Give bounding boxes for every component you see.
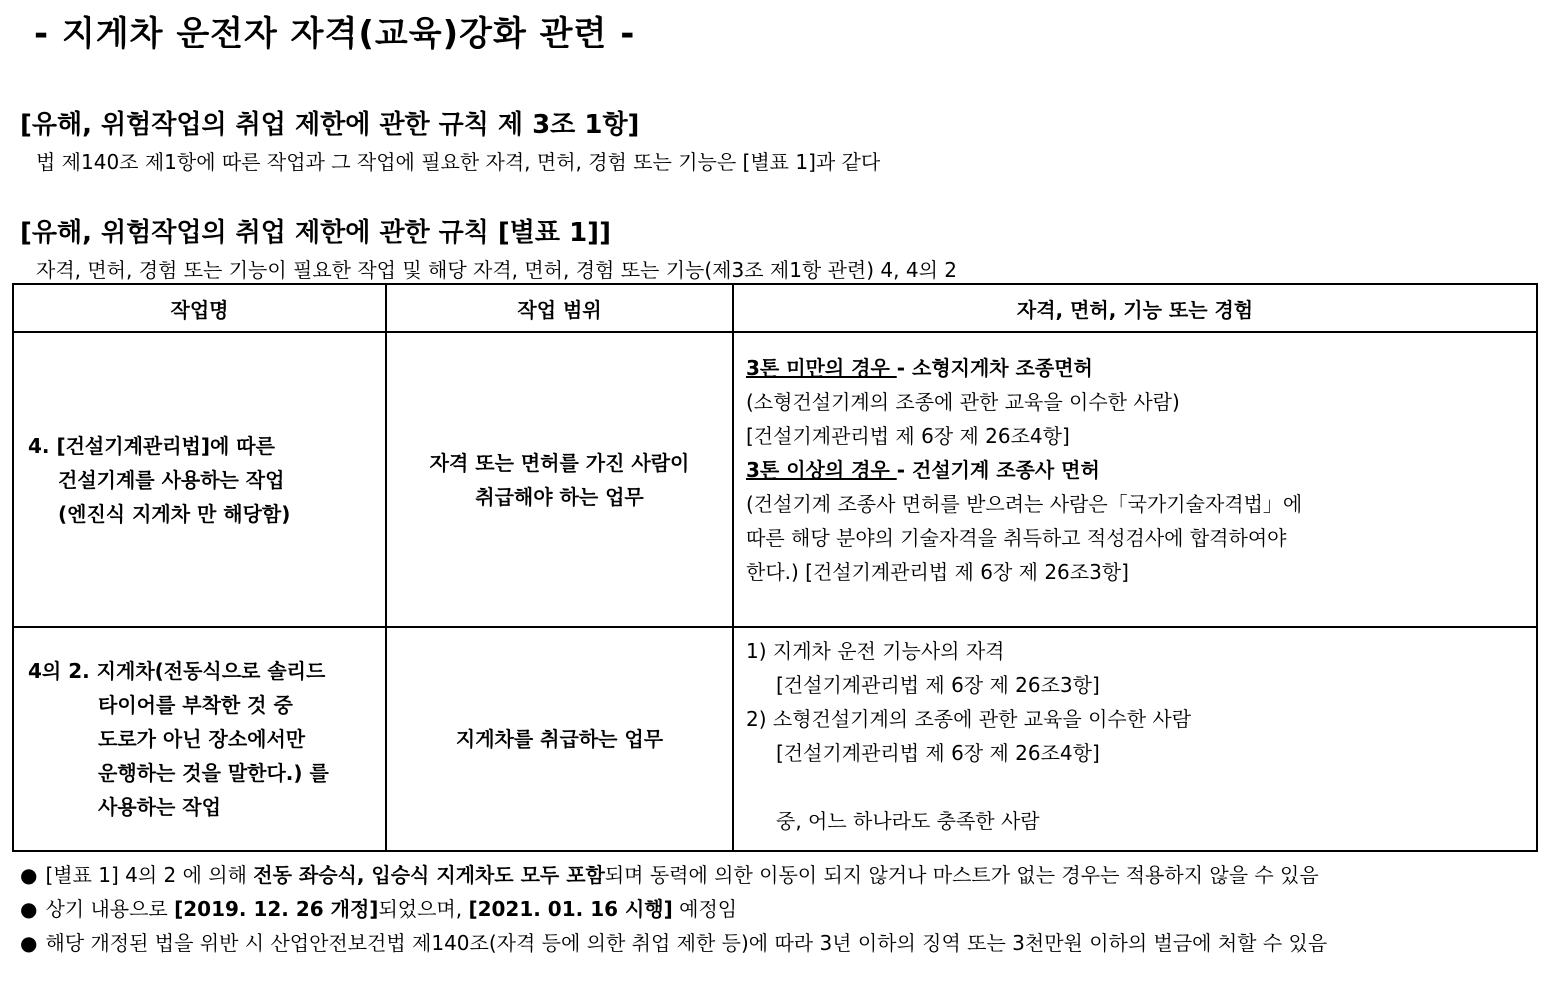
over-3ton-license: - 건설기계 조종사 면허 — [896, 458, 1100, 482]
section1-heading: [유해, 위험작업의 취업 제한에 관한 규칙 제 3조 1항] — [20, 110, 640, 140]
revision-date: [2019. 12. 26 개정] — [174, 897, 379, 921]
note-item — [20, 892, 1327, 926]
qualification-table — [12, 283, 1538, 852]
page-title: - 지게차 운전자 자격(교육)강화 관련 - — [34, 14, 636, 54]
row2-name-line: 운행하는 것을 말한다.) 를 — [98, 761, 329, 785]
note-text: 예정임 — [672, 897, 738, 921]
qual-line: 2) 소형건설기계의 조종에 관한 교육을 이수한 사람 — [746, 707, 1192, 731]
row1-scope-line: 취급해야 하는 업무 — [475, 484, 644, 509]
row2-task-name — [13, 627, 386, 851]
qual-line: 중, 어느 하나라도 충족한 사람 — [776, 809, 1040, 833]
qual-line: [건설기계관리법 제 6장 제 26조4항] — [746, 424, 1070, 448]
row2-task-scope: 지게차를 취급하는 업무 — [386, 627, 733, 851]
bullet-icon: ● — [20, 931, 38, 955]
note-text: 해당 개정된 법을 위반 시 산업안전보건법 제140조(자격 등에 의한 취업 제한 등)에 따라 3년 이하의 징역 또는 3천만원 이하의 벌금에 처할 수 있음 — [45, 931, 1328, 955]
under-3ton-label: 3톤 미만의 경우 — [746, 356, 897, 380]
row1-scope-line: 자격 또는 면허를 가진 사람이 — [429, 450, 690, 475]
qual-line: [건설기계관리법 제 6장 제 26조3항] — [776, 673, 1100, 697]
qual-line: [건설기계관리법 제 6장 제 26조4항] — [776, 741, 1100, 765]
qual-line: 1) 지게차 운전 기능사의 자격 — [746, 639, 1005, 663]
table-row — [13, 627, 1537, 851]
section2-text: 자격, 면허, 경험 또는 기능이 필요한 작업 및 해당 자격, 면허, 경험 또는 기능(제3조 제1항 관련) 4, 4의 2 — [36, 258, 957, 282]
note-text: 되었으며, — [378, 897, 469, 921]
row2-name-line: 도로가 아닌 장소에서만 — [98, 727, 306, 751]
under-3ton-license: - 소형지게차 조종면허 — [896, 356, 1093, 380]
row2-name-line: 4의 2. 지게차(전동식으로 솔리드 — [28, 659, 326, 683]
note-text: [별표 1] 4의 2 에 의해 — [45, 863, 254, 887]
row1-name-line: 4. [건설기계관리법]에 따른 — [28, 433, 275, 458]
row2-name-line: 타이어를 부착한 것 중 — [98, 693, 293, 717]
row1-task-scope — [386, 332, 733, 627]
qual-line: (소형건설기계의 조종에 관한 교육을 이수한 사람) — [746, 390, 1180, 414]
row2-qualification — [733, 627, 1537, 851]
bullet-icon: ● — [20, 863, 38, 887]
note-item — [20, 858, 1327, 892]
note-text: 상기 내용으로 — [45, 897, 175, 921]
over-3ton-label: 3톤 이상의 경우 — [746, 458, 897, 482]
table-row — [13, 332, 1537, 627]
section2-heading: [유해, 위험작업의 취업 제한에 관한 규칙 [별표 1]] — [20, 218, 611, 248]
row1-qualification — [733, 332, 1537, 627]
qual-line: 한다.) [건설기계관리법 제 6장 제 26조3항] — [746, 560, 1129, 584]
table-header-row — [13, 284, 1537, 332]
effective-date: [2021. 01. 16 시행] — [468, 897, 673, 921]
section1-text: 법 제140조 제1항에 따른 작업과 그 작업에 필요한 자격, 면허, 경험 또는 기능은 [별표 1]과 같다 — [36, 150, 881, 174]
header-task-name: 작업명 — [13, 284, 386, 332]
header-task-scope: 작업 범위 — [386, 284, 733, 332]
bullet-icon: ● — [20, 897, 38, 921]
note-item — [20, 926, 1327, 960]
row1-name-line: (엔진식 지게차 만 해당함) — [58, 501, 291, 526]
note-text: 되며 동력에 의한 이동이 되지 않거나 마스트가 없는 경우는 적용하지 않을 수 있음 — [604, 863, 1319, 887]
note-emphasis: 전동 좌승식, 입승식 지게차도 모두 포함 — [253, 863, 605, 887]
row1-task-name — [13, 332, 386, 627]
qual-line: (건설기계 조종사 면허를 받으려는 사람은「국가기술자격법」에 — [746, 492, 1303, 516]
row1-name-line: 건설기계를 사용하는 작업 — [58, 467, 285, 492]
qual-line: 따른 해당 분야의 기술자격을 취득하고 적성검사에 합격하여야 — [746, 526, 1287, 550]
notes — [20, 858, 1327, 960]
header-qualification: 자격, 면허, 기능 또는 경험 — [733, 284, 1537, 332]
row2-name-line: 사용하는 작업 — [98, 795, 221, 819]
